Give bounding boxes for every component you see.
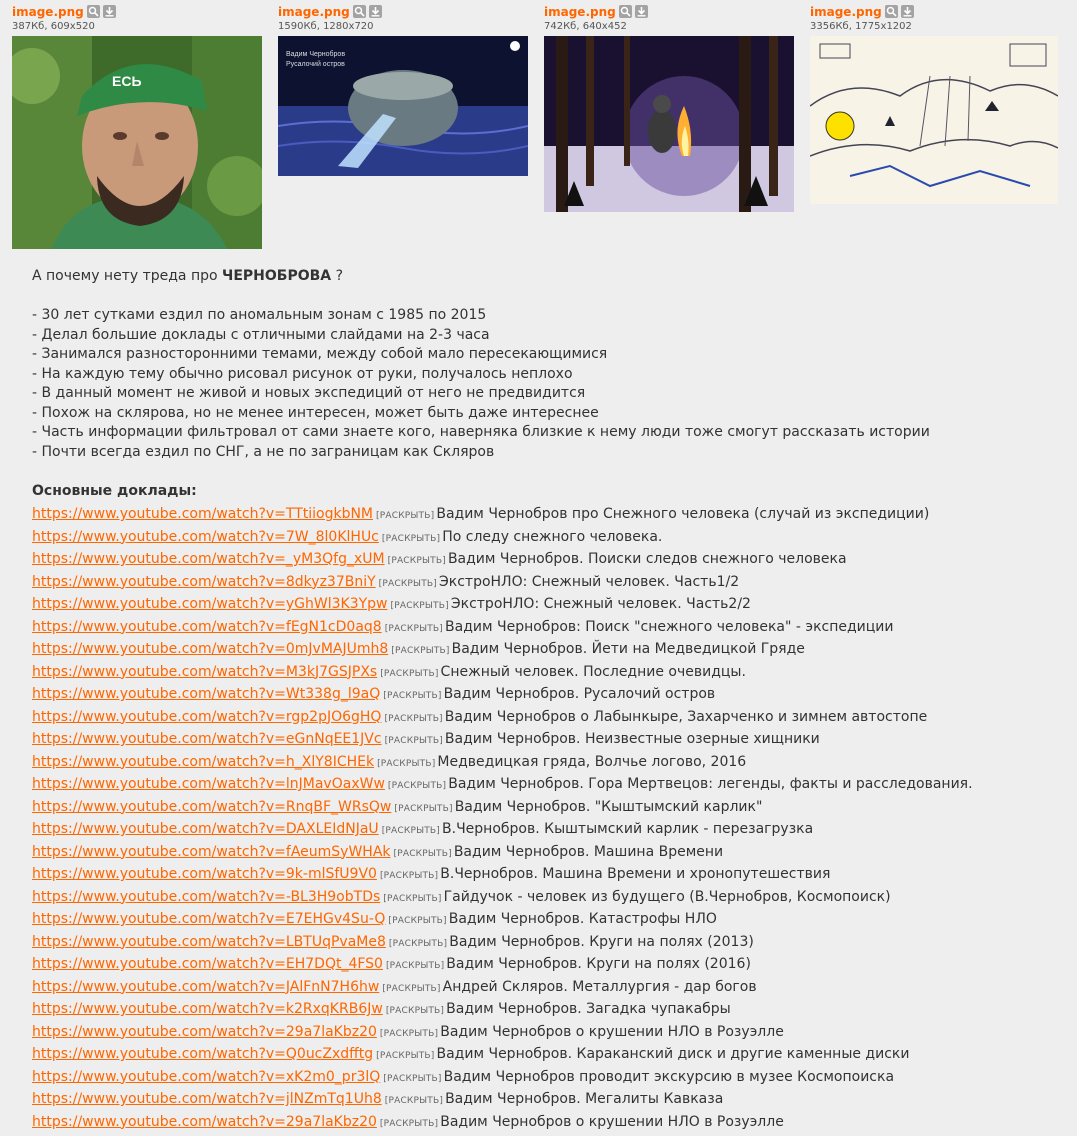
expand-link[interactable]: [РАСКРЫТЬ] [384, 736, 443, 746]
youtube-link[interactable]: https://www.youtube.com/watch?v=RnqBF_WRsQw [32, 798, 392, 815]
file-2 [278, 4, 528, 176]
video-title: Медведицкая гряда, Волчье логово, 2016 [437, 753, 747, 770]
thumbnail-map-sketch[interactable] [810, 36, 1058, 204]
bullet-item: - Делал большие доклады с отличными слайдами на 2-3 часа [32, 326, 490, 343]
youtube-link[interactable]: https://www.youtube.com/watch?v=jlNZmTq1Uh8 [32, 1091, 382, 1107]
file-3-header [544, 4, 794, 19]
file-4-name[interactable]: image.png [810, 4, 882, 19]
expand-link[interactable]: [РАСКРЫТЬ] [384, 713, 443, 724]
youtube-link[interactable]: https://www.youtube.com/watch?v=E7EHGv4Su-Q [32, 911, 386, 927]
search-icon[interactable] [885, 5, 898, 18]
youtube-link[interactable]: https://www.youtube.com/watch?v=yGhWl3K3Ypw [32, 596, 388, 612]
video-title: Вадим Чернобров проводит экскурсию в музее Космопоиска [443, 1068, 895, 1085]
expand-link[interactable]: [РАСКРЫТЬ] [382, 983, 441, 994]
bullet-item: - Похож на склярова, но не менее интересен, может быть даже интереснее [32, 404, 599, 421]
post-body [32, 267, 1062, 1133]
question-suffix: ? [331, 268, 344, 284]
file-3 [544, 4, 794, 212]
file-1-name[interactable]: image.png [12, 4, 84, 19]
video-link-row [32, 638, 1062, 661]
video-link-row [32, 1088, 1062, 1111]
expand-link[interactable]: [РАСКРЫТЬ] [378, 578, 437, 589]
expand-link[interactable]: [РАСКРЫТЬ] [388, 916, 447, 926]
youtube-link[interactable]: https://www.youtube.com/watch?v=-BL3H9obTDs [32, 888, 381, 905]
thumbnail-island-drawing[interactable] [278, 36, 528, 176]
video-title: Вадим Чернобров о Лабынкыре, Захарченко и зимнем автостопе [444, 708, 928, 725]
youtube-link[interactable]: https://www.youtube.com/watch?v=LBTUqPvaMe8 [32, 933, 386, 950]
expand-link[interactable]: [РАСКРЫТЬ] [379, 1028, 439, 1039]
bullet-item: - 30 лет сутками ездил по аномальным зонам с 1985 по 2015 [32, 307, 487, 323]
youtube-link[interactable]: https://www.youtube.com/watch?v=M3kJ7GSJPXs [32, 663, 378, 680]
question-name: ЧЕРНОБРОВА [222, 268, 332, 284]
bullet-item: - На каждую тему обычно рисовал рисунок от руки, получалось неплохо [32, 365, 573, 382]
video-link-row [32, 908, 1062, 931]
video-link-row [32, 886, 1062, 909]
expand-link[interactable]: [РАСКРЫТЬ] [376, 511, 435, 521]
expand-link[interactable]: [РАСКРЫТЬ] [385, 1006, 445, 1016]
download-icon[interactable] [103, 5, 116, 18]
thumbnail-portrait-man[interactable] [12, 36, 262, 249]
youtube-link[interactable]: https://www.youtube.com/watch?v=EH7DQt_4FS0 [32, 956, 383, 972]
expand-link[interactable]: [РАСКРЫТЬ] [394, 803, 453, 814]
video-title: Снежный человек. Последние очевидцы. [440, 663, 746, 680]
youtube-link[interactable]: https://www.youtube.com/watch?v=Wt338g_l9aQ [32, 686, 381, 702]
youtube-link[interactable]: https://www.youtube.com/watch?v=JAlFnN7H6hw [32, 978, 380, 995]
video-title: Вадим Чернобров: Поиск "снежного человека" - экспедиции [445, 618, 894, 635]
expand-link[interactable]: [РАСКРЫТЬ] [383, 691, 442, 701]
video-title: ЭкстроНЛО: Снежный человек. Часть1/2 [438, 573, 740, 590]
video-title: В.Чернобров. Машина Времени и хронопутешествия [440, 866, 831, 882]
svg-text:ЕСЬ: ЕСЬ [112, 73, 142, 89]
search-icon[interactable] [619, 5, 632, 18]
expand-link[interactable]: [РАСКРЫТЬ] [390, 601, 449, 611]
expand-link[interactable]: [РАСКРЫТЬ] [391, 646, 450, 656]
video-title: Вадим Чернобров о крушении НЛО в Розуэлле [440, 1023, 784, 1040]
youtube-link[interactable]: https://www.youtube.com/watch?v=eGnNqEE1JVc [32, 731, 382, 747]
expand-link[interactable]: [РАСКРЫТЬ] [379, 1118, 439, 1129]
video-link-row [32, 593, 1062, 616]
expand-link[interactable]: [РАСКРЫТЬ] [383, 893, 442, 904]
video-title: Гайдучок - человек из будущего (В.Чернобров, Космопоиск) [443, 888, 891, 905]
video-title: Вадим Чернобров. Поиски следов снежного человека [447, 551, 847, 567]
video-link-row [32, 863, 1062, 886]
file-4-header [810, 4, 1058, 19]
video-link-row [32, 773, 1062, 796]
video-link-row [32, 683, 1062, 706]
video-link-row [32, 616, 1062, 639]
video-title: Вадим Чернобров. Йети на Медведицкой Гряде [451, 641, 805, 657]
video-link-row [32, 751, 1062, 774]
youtube-link[interactable]: https://www.youtube.com/watch?v=xK2m0_pr3lQ [32, 1068, 381, 1085]
video-link-row [32, 1066, 1062, 1089]
video-link-row [32, 1043, 1062, 1066]
video-link-row [32, 526, 1062, 549]
video-title: Вадим Чернобров про Снежного человека (случай из экспедиции) [436, 506, 930, 522]
expand-link[interactable]: [РАСКРЫТЬ] [387, 556, 446, 566]
expand-link[interactable]: [РАСКРЫТЬ] [376, 1051, 435, 1061]
question-prefix: А почему нету треда про [32, 268, 223, 284]
video-title: Вадим Чернобров. "Кыштымский карлик" [454, 798, 763, 815]
video-link-row [32, 841, 1062, 864]
video-link-row [32, 548, 1062, 571]
expand-link[interactable]: [РАСКРЫТЬ] [385, 961, 445, 971]
download-icon[interactable] [635, 5, 648, 18]
bullet-item: - Занимался разносторонними темами, между собой мало пересекающимися [32, 346, 608, 362]
thumbnail-2-caption-1: Вадим Чернобров [286, 51, 346, 58]
thumbnail-campfire-forest[interactable] [544, 36, 794, 212]
video-title: Вадим Чернобров. Круги на полях (2016) [446, 956, 751, 972]
video-title: Вадим Чернобров о крушении НЛО в Розуэлле [440, 1113, 784, 1130]
expand-link[interactable]: [РАСКРЫТЬ] [379, 871, 439, 881]
video-link-row [32, 931, 1062, 954]
expand-link[interactable]: [РАСКРЫТЬ] [381, 533, 441, 544]
youtube-link[interactable]: https://www.youtube.com/watch?v=9k-mlSfU9V0 [32, 866, 377, 882]
download-icon[interactable] [901, 5, 914, 18]
expand-link[interactable]: [РАСКРЫТЬ] [388, 938, 448, 949]
video-link-row [32, 503, 1062, 526]
file-1 [12, 4, 262, 249]
video-link-row [32, 728, 1062, 751]
expand-link[interactable]: [РАСКРЫТЬ] [381, 826, 441, 836]
file-4 [810, 4, 1058, 204]
youtube-link[interactable]: https://www.youtube.com/watch?v=k2RxqKRB6Jw [32, 1001, 383, 1017]
video-title: Вадим Чернобров. Машина Времени [453, 843, 724, 860]
youtube-link[interactable]: https://www.youtube.com/watch?v=lnJMavOaxWw [32, 776, 385, 792]
youtube-link[interactable]: https://www.youtube.com/watch?v=29a7laKbz20 [32, 1023, 377, 1040]
file-3-meta: 742Кб, 640x452 [544, 21, 627, 32]
video-title: Вадим Чернобров. Мегалиты Кавказа [445, 1091, 724, 1107]
youtube-link[interactable]: https://www.youtube.com/watch?v=_yM3Qfg_xUM [32, 551, 385, 567]
video-title: ЭкстроНЛО: Снежный человек. Часть2/2 [450, 596, 751, 612]
video-title: Вадим Чернобров. Неизвестные озерные хищники [444, 731, 820, 747]
file-1-header [12, 4, 262, 19]
post-question [32, 267, 1062, 287]
expand-link[interactable]: [РАСКРЫТЬ] [384, 623, 444, 634]
file-2-name[interactable]: image.png [278, 4, 350, 19]
video-link-row [32, 953, 1062, 976]
youtube-link[interactable]: https://www.youtube.com/watch?v=DAXLEIdNJaU [32, 821, 379, 837]
video-title: Андрей Скляров. Металлургия - дар богов [442, 978, 757, 995]
youtube-link[interactable]: https://www.youtube.com/watch?v=rgp2pJO6gHQ [32, 708, 382, 725]
section-title: Основные доклады: [32, 482, 197, 499]
video-title: Вадим Чернобров. Гора Мертвецов: легенды, факты и расследования. [448, 776, 973, 792]
file-2-header [278, 4, 528, 19]
video-link-list [32, 503, 1062, 1133]
video-link-row [32, 818, 1062, 841]
expand-link[interactable]: [РАСКРЫТЬ] [380, 668, 439, 679]
expand-link[interactable]: [РАСКРЫТЬ] [393, 848, 452, 859]
video-link-row [32, 976, 1062, 999]
video-link-row [32, 1021, 1062, 1044]
file-4-meta: 3356Кб, 1775x1202 [810, 21, 912, 32]
video-link-row [32, 571, 1062, 594]
youtube-link[interactable]: https://www.youtube.com/watch?v=7W_8l0KlHUc [32, 528, 379, 545]
file-2-meta: 1590Кб, 1280x720 [278, 21, 374, 32]
file-1-meta: 387Кб, 609x520 [12, 21, 95, 32]
bullet-item: - В данный момент не живой и новых экспедиций от него не предвидится [32, 385, 586, 401]
expand-link[interactable]: [РАСКРЫТЬ] [377, 758, 436, 769]
video-link-row [32, 1111, 1062, 1134]
expand-link[interactable]: [РАСКРЫТЬ] [384, 1096, 444, 1106]
thumbnail-2-caption-2: Русалочий остров [286, 61, 345, 68]
file-3-name[interactable]: image.png [544, 4, 616, 19]
video-title: Вадим Чернобров. Караканский диск и другие каменные диски [436, 1046, 910, 1062]
video-title: Вадим Чернобров. Загадка чупакабры [446, 1001, 731, 1017]
video-link-row [32, 796, 1062, 819]
youtube-link[interactable]: https://www.youtube.com/watch?v=fEgN1cD0aq8 [32, 618, 382, 635]
video-link-row [32, 706, 1062, 729]
youtube-link[interactable]: https://www.youtube.com/watch?v=TTtiiogkbNM [32, 506, 374, 522]
video-link-row [32, 661, 1062, 684]
expand-link[interactable]: [РАСКРЫТЬ] [383, 1073, 442, 1084]
search-icon[interactable] [353, 5, 366, 18]
youtube-link[interactable]: https://www.youtube.com/watch?v=h_XlY8ICHEk [32, 753, 375, 770]
video-title: Вадим Чернобров. Круги на полях (2013) [449, 933, 754, 950]
bullet-item: - Почти всегда ездил по СНГ, а не по заграницам как Скляров [32, 443, 495, 460]
search-icon[interactable] [87, 5, 100, 18]
video-link-row [32, 998, 1062, 1021]
video-title: Вадим Чернобров. Катастрофы НЛО [448, 911, 717, 927]
youtube-link[interactable]: https://www.youtube.com/watch?v=29a7laKbz20 [32, 1113, 377, 1130]
youtube-link[interactable]: https://www.youtube.com/watch?v=Q0ucZxdfftg [32, 1046, 374, 1062]
youtube-link[interactable]: https://www.youtube.com/watch?v=fAeumSyWHAk [32, 843, 391, 860]
video-title: По следу снежного человека. [442, 528, 663, 545]
video-title: В.Чернобров. Кыштымский карлик - перезагрузка [442, 821, 814, 837]
attached-files [0, 0, 1077, 250]
youtube-link[interactable]: https://www.youtube.com/watch?v=8dkyz37BniY [32, 573, 376, 590]
bullet-item: - Часть информации фильтровал от сами знаете кого, наверняка близкие к нему люди тоже смогут рассказать истории [32, 424, 930, 440]
bullet-list [32, 306, 1062, 462]
video-title: Вадим Чернобров. Русалочий остров [443, 686, 716, 702]
youtube-link[interactable]: https://www.youtube.com/watch?v=0mJvMAJUmh8 [32, 641, 389, 657]
expand-link[interactable]: [РАСКРЫТЬ] [387, 781, 447, 791]
download-icon[interactable] [369, 5, 382, 18]
